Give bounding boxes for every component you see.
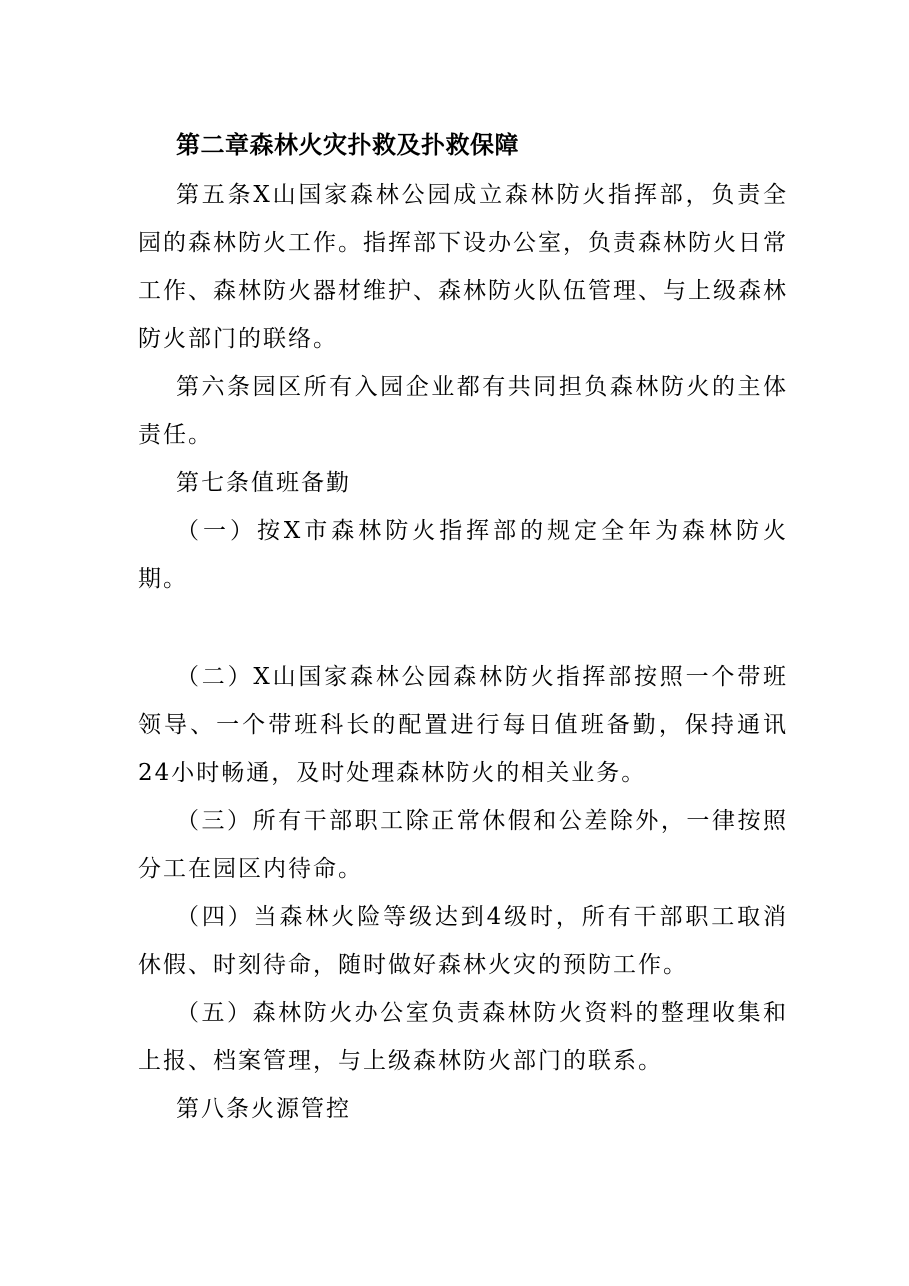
article-6-paragraph: 第六条园区所有入园企业都有共同担负森林防火的主体责任。 [138, 374, 788, 448]
article-7-item-1: （一）按X市森林防火指挥部的规定全年为森林防火期。 [138, 518, 788, 592]
article-7-item-3: （三）所有干部职工除正常休假和公差除外，一律按照分工在园区内待命。 [138, 808, 788, 882]
paragraph-gap [138, 603, 788, 653]
chapter-title: 第二章森林火灾扑救及扑救保障 [176, 131, 519, 159]
article-7-heading: 第七条值班备勤 [176, 470, 351, 496]
article-8-heading: 第八条火源管控 [176, 1096, 351, 1122]
article-7-item-5: （五）森林防火办公室负责森林防火资料的整理收集和上报、档案管理，与上级森林防火部门的联系。 [138, 1000, 788, 1074]
document-body [138, 122, 788, 1133]
article-5-paragraph: 第五条X山国家森林公园成立森林防火指挥部，负责全园的森林防火工作。指挥部下设办公室，负责森林防火日常工作、森林防火器材维护、森林防火队伍管理、与上级森林防火部门的联络。 [138, 182, 788, 352]
article-7-item-2: （二）X山国家森林公园森林防火指挥部按照一个带班领导、一个带班科长的配置进行每日值班备勤，保持通讯24小时畅通，及时处理森林防火的相关业务。 [138, 664, 788, 786]
article-7-item-4: （四）当森林火险等级达到4级时，所有干部职工取消休假、时刻待命，随时做好森林火灾的预防工作。 [138, 904, 788, 978]
